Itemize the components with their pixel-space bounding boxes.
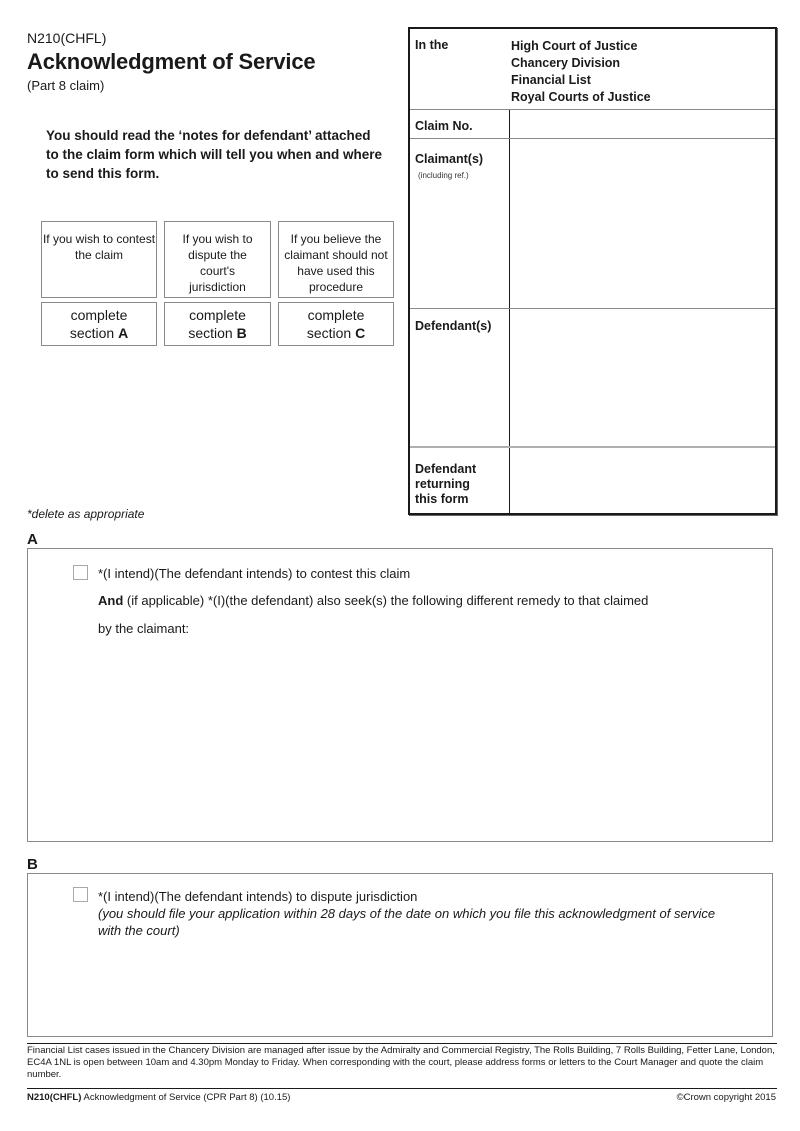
guide-action-a-section: A [118,325,129,341]
court-line: High Court of Justice [511,39,638,53]
guide-action-c-section: C [355,325,366,341]
delete-note: *delete as appropriate [27,507,145,521]
guide-condition-c: If you believe the claimant should not have used this procedure [278,221,394,298]
returning-label-line: returning [415,477,470,491]
defendants-field[interactable] [511,309,775,447]
footer-copyright: ©Crown copyright 2015 [676,1092,776,1103]
guide-condition-a: If you wish to contest the claim [41,221,157,298]
form-code: N210(CHFL) [27,30,107,46]
court-line: Royal Courts of Justice [511,90,651,104]
returning-label-line: this form [415,492,469,506]
defendants-label: Defendant(s) [415,319,492,333]
section-b-heading: B [27,856,38,873]
claim-no-label: Claim No. [415,119,473,133]
guide-action-b-word: section [188,325,233,341]
guide-condition-b [164,221,271,298]
remedy-and: And [98,593,124,608]
guide-action-a-prefix: complete [70,307,128,323]
remedy-field[interactable] [98,645,752,831]
remedy-line-1: (if applicable) *(I)(the defendant) also seek(s) the following different remedy to that claimed [123,593,649,608]
notice-text: You should read the ‘notes for defendant’ attached to the claim form which will tell you when and where to send this form. [46,128,383,181]
section-a-heading: A [27,531,38,548]
defendants-row [410,308,775,447]
claimants-note: (including ref.) [418,171,469,180]
claim-no-field[interactable] [511,110,775,139]
court-line: Chancery Division [511,56,621,70]
returning-label-line: Defendant [415,462,477,476]
guide-action-b-section: B [236,325,247,341]
section-b-box [27,873,773,1037]
claimants-field[interactable] [511,139,775,309]
returning-field[interactable] [511,448,775,513]
claimants-label: Claimant(s) [415,152,484,166]
court-line: Financial List [511,73,591,87]
dispute-jurisdiction-checkbox[interactable] [73,887,88,902]
guide-action-b-prefix: complete [189,307,246,323]
footer-divider [27,1088,777,1089]
page-subtitle: (Part 8 claim) [27,78,105,93]
footer-divider [27,1043,777,1044]
footer-code-bold: N210(CHFL) [27,1092,82,1103]
footer-info: Financial List cases issued in the Chancery Division are managed after issue by the Admiralty and Commercial Registry, The Rolls Building, 7 Rolls Building, Fetter Lane, London, EC4A 1NL is open between 10am and 4.30pm Monday to Friday. When corresponding with the court, please address forms or letters to the Court Manager and quote the claim number. [27,1045,775,1080]
in-the-label: In the [415,38,449,52]
dispute-jurisdiction-note: (you should file your application within 28 days of the date on which you file this acknowledgment of service with the court) [98,906,716,938]
guide-action-b [164,302,271,346]
claimants-row [410,138,775,309]
dispute-jurisdiction-label: *(I intend)(The defendant intends) to dispute jurisdiction [98,889,418,904]
court-details-table [408,27,777,515]
guide-action-a [41,302,157,346]
guide-action-c-prefix: complete [307,307,365,323]
returning-label [415,462,476,507]
claim-no-row [410,109,775,139]
section-a-box [27,548,773,842]
guide-condition-b-text: If you wish to dispute the court's jurisdiction [182,232,253,294]
guide-action-c-word: section [306,325,352,341]
court-name [511,38,651,106]
remedy-text [98,592,648,609]
contest-claim-checkbox[interactable] [73,565,88,580]
contest-claim-label: *(I intend)(The defendant intends) to contest this claim [98,566,411,581]
footer-form-code [27,1092,290,1103]
claimants-label-wrap [415,152,483,183]
guide-action-c [278,302,394,346]
footer-code-text: Acknowledgment of Service (CPR Part 8) (10.15) [81,1092,291,1103]
remedy-line-2: by the claimant: [98,621,190,636]
page-title: Acknowledgment of Service [27,49,316,74]
guide-action-a-word: section [69,325,115,341]
returning-row [410,446,775,513]
